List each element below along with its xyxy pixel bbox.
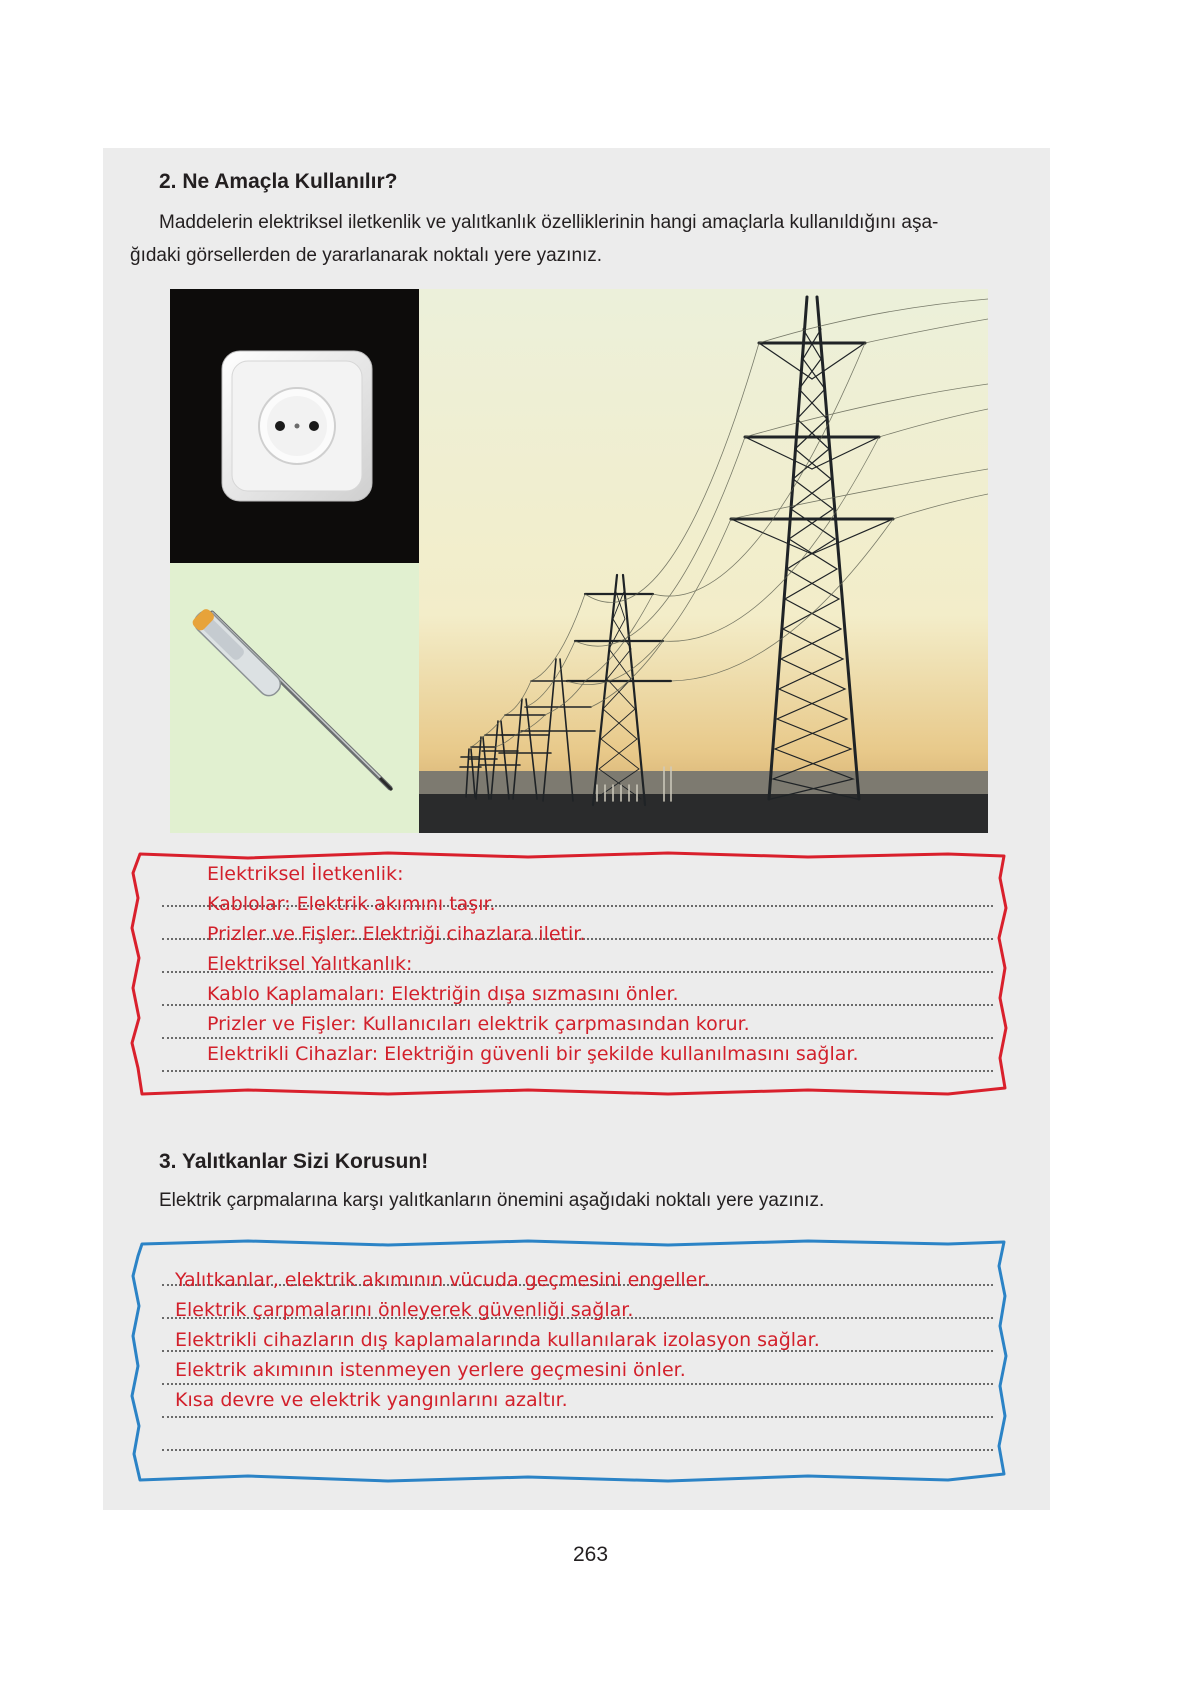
screwdriver-image	[170, 563, 419, 833]
section2-answer-1: Elektriksel İletkenlik:	[207, 863, 404, 885]
section2-heading: 2. Ne Amaçla Kullanılır?	[159, 170, 398, 193]
section2-answer-4: Elektriksel Yalıtkanlık:	[207, 953, 413, 975]
section3-answer-2: Elektrik çarpmalarını önleyerek güvenliği sağlar.	[175, 1299, 634, 1321]
section2-answer-6: Prizler ve Fişler: Kullanıcıları elektrik çarpmasından korur.	[207, 1013, 750, 1035]
power-pylons-image	[419, 289, 988, 833]
section3-answer-1: Yalıtkanlar, elektrik akımının vücuda geçmesini engeller.	[175, 1269, 710, 1291]
section2-answer-2: Kablolar: Elektrik akımını taşır.	[207, 893, 496, 915]
section3-answer-3: Elektrikli cihazların dış kaplamalarında kullanılarak izolasyon sağlar.	[175, 1329, 820, 1351]
answer-line-10[interactable]	[162, 1383, 993, 1385]
section2-instruction-line1: Maddelerin elektriksel iletkenlik ve yalıtkanlık özelliklerinin hangi amaçlarla kullanıldığını aşa-	[159, 212, 939, 233]
section2-answer-7: Elektrikli Cihazlar: Elektriğin güvenli bir şekilde kullanılmasını sağlar.	[207, 1043, 859, 1065]
section3-instruction: Elektrik çarpmalarına karşı yalıtkanların önemini aşağıdaki noktalı yere yazınız.	[159, 1190, 825, 1211]
wall-socket-image	[170, 289, 419, 563]
section2-instruction	[130, 206, 1020, 272]
section2-answer-3: Prizler ve Fişler: Elektriği cihazlara iletir.	[207, 923, 586, 945]
section3-heading: 3. Yalıtkanlar Sizi Korusun!	[159, 1150, 429, 1173]
section3-answer-4: Elektrik akımının istenmeyen yerlere geçmesini önler.	[175, 1359, 686, 1381]
answer-line-12[interactable]	[162, 1449, 993, 1451]
section2-answer-5: Kablo Kaplamaları: Elektriğin dışa sızmasını önler.	[207, 983, 679, 1005]
page-number: 263	[572, 1543, 609, 1566]
answer-line-11[interactable]	[162, 1416, 993, 1418]
answer-line-6[interactable]	[162, 1070, 993, 1072]
answer-line-5[interactable]	[162, 1037, 993, 1039]
section2-instruction-line2: ğıdaki görsellerden de yararlanarak noktalı yere yazınız.	[130, 245, 603, 266]
section3-answer-5: Kısa devre ve elektrik yangınlarını azaltır.	[175, 1389, 568, 1411]
